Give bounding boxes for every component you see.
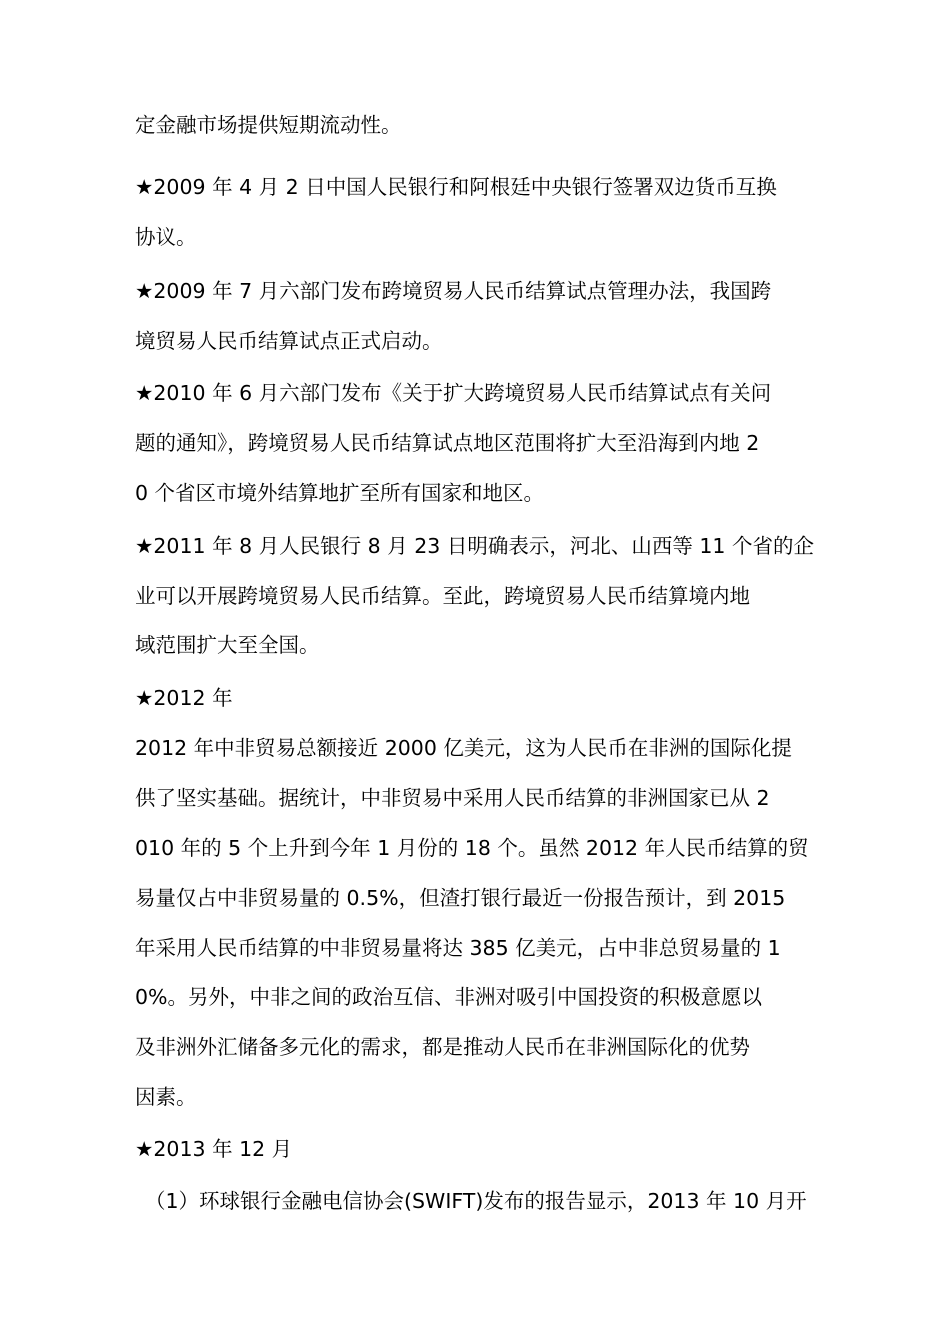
text-line: 0%。另外，中非之间的政治互信、非洲对吸引中国投资的积极意愿以 <box>135 985 763 1009</box>
text-line: 010 年的 5 个上升到今年 1 月份的 18 个。虽然 2012 年人民币结算的贸 <box>135 836 809 860</box>
text-line: 供了坚实基础。据统计，中非贸易中采用人民币结算的非洲国家已从 2 <box>135 786 770 810</box>
text-line: 2012 年中非贸易总额接近 2000 亿美元，这为人民币在非洲的国际化提 <box>135 736 792 760</box>
text-line: 及非洲外汇储备多元化的需求，都是推动人民币在非洲国际化的优势 <box>135 1035 750 1059</box>
text-line: 年采用人民币结算的中非贸易量将达 385 亿美元，占中非总贸易量的 1 <box>135 936 781 960</box>
text-line: 易量仅占中非贸易量的 0.5%，但渣打银行最近一份报告预计，到 2015 <box>135 886 786 910</box>
text-line: ★2013 年 12 月 <box>135 1137 293 1161</box>
text-line: 题的通知》，跨境贸易人民币结算试点地区范围将扩大至沿海到内地 2 <box>135 431 760 455</box>
text-line: 定金融市场提供短期流动性。 <box>135 113 402 137</box>
text-line: 域范围扩大至全国。 <box>135 633 320 657</box>
text-line: ★2012 年 <box>135 686 233 710</box>
text-line: ★2009 年 4 月 2 日中国人民银行和阿根廷中央银行签署双边货币互换 <box>135 175 777 199</box>
text-line: 境贸易人民币结算试点正式启动。 <box>135 329 443 353</box>
text-line: ★2009 年 7 月六部门发布跨境贸易人民币结算试点管理办法，我国跨 <box>135 279 772 303</box>
text-line: （1）环球银行金融电信协会(SWIFT)发布的报告显示，2013 年 10 月开 <box>145 1189 807 1213</box>
text-line: ★2010 年 6 月六部门发布《关于扩大跨境贸易人民币结算试点有关问 <box>135 381 772 405</box>
text-line: 协议。 <box>135 225 197 249</box>
text-line: ★2011 年 8 月人民银行 8 月 23 日明确表示，河北、山西等 11 个省的企 <box>135 534 814 558</box>
text-line: 业可以开展跨境贸易人民币结算。至此，跨境贸易人民币结算境内地 <box>135 584 750 608</box>
text-line: 0 个省区市境外结算地扩至所有国家和地区。 <box>135 481 545 505</box>
text-line: 因素。 <box>135 1085 197 1109</box>
